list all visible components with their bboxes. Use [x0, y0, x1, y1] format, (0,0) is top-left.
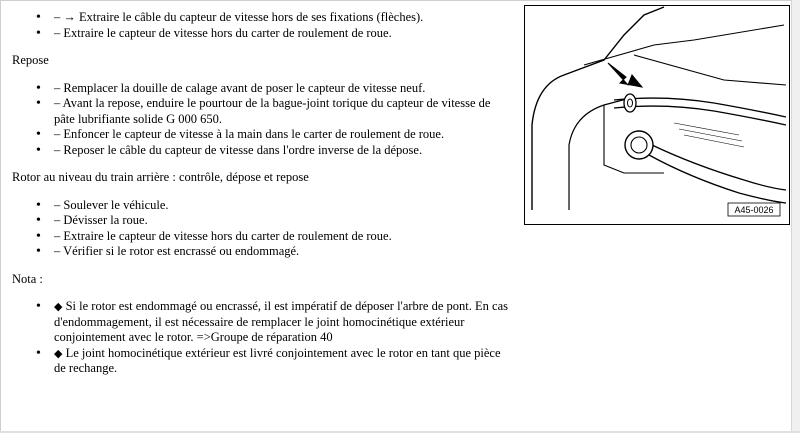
- sensor-cable-illustration: [524, 5, 790, 225]
- list-item: [32, 198, 512, 214]
- list-item: [32, 213, 512, 229]
- list-item: [32, 346, 512, 377]
- list-item: [32, 299, 512, 346]
- step-text: – Soulever le véhicule.: [54, 197, 169, 212]
- vertical-scrollbar[interactable]: [791, 0, 800, 433]
- list-item: [32, 127, 512, 143]
- removal-steps-list: [12, 10, 512, 41]
- list-item: [32, 10, 512, 26]
- list-item: [32, 96, 512, 127]
- diamond-icon: ◆: [54, 346, 63, 360]
- step-text: – Remplacer la douille de calage avant de poser le capteur de vitesse neuf.: [54, 80, 426, 95]
- section-heading-repose: Repose: [12, 53, 49, 67]
- list-item: [32, 26, 512, 42]
- technical-illustration: [524, 5, 790, 225]
- list-item: [32, 229, 512, 245]
- repose-list: [12, 81, 512, 159]
- list-item: [32, 244, 512, 260]
- figure-label: A45-0026: [734, 205, 774, 215]
- step-text: – Vérifier si le rotor est encrassé ou endommagé.: [54, 244, 300, 258]
- step-text: – Reposer le câble du capteur de vitesse dans l'ordre inverse de la dépose.: [54, 142, 423, 157]
- left-edge: [0, 0, 1, 433]
- top-rule: [0, 0, 800, 1]
- note-text: Le joint homocinétique extérieur est livré conjointement avec le rotor en tant que pièce de rechange.: [54, 345, 501, 375]
- list-item: [32, 143, 512, 159]
- diamond-icon: ◆: [54, 300, 63, 313]
- section-heading-nota: Nota :: [12, 271, 43, 286]
- step-text: – → Extraire le câble du capteur de vitesse hors de ses fixations (flèches).: [54, 10, 424, 24]
- step-text: – Extraire le capteur de vitesse hors du carter de roulement de roue.: [54, 228, 392, 243]
- document-body: [12, 10, 512, 377]
- step-text: – Avant la repose, enduire le pourtour de la bague-joint torique du capteur de vitesse de pâte lubrifiante solide G 000 650.: [54, 96, 491, 126]
- list-item: [32, 81, 512, 97]
- step-text: – Enfoncer le capteur de vitesse à la main dans le carter de roulement de roue.: [54, 127, 445, 141]
- section-heading-rotor: Rotor au niveau du train arrière : contrôle, dépose et repose: [12, 170, 309, 184]
- step-text: – Extraire le capteur de vitesse hors du carter de roulement de roue.: [54, 25, 392, 40]
- rotor-list: [12, 198, 512, 260]
- note-text: Si le rotor est endommagé ou encrassé, il est impératif de déposer l'arbre de pont. En cas d'endommagement, il est nécessaire de remplacer le joint homocinétique extérieur conjointement avec le rotor. =>Groupe de réparation 40: [54, 299, 508, 344]
- nota-list: [12, 299, 512, 377]
- step-text: – Dévisser la roue.: [54, 213, 148, 227]
